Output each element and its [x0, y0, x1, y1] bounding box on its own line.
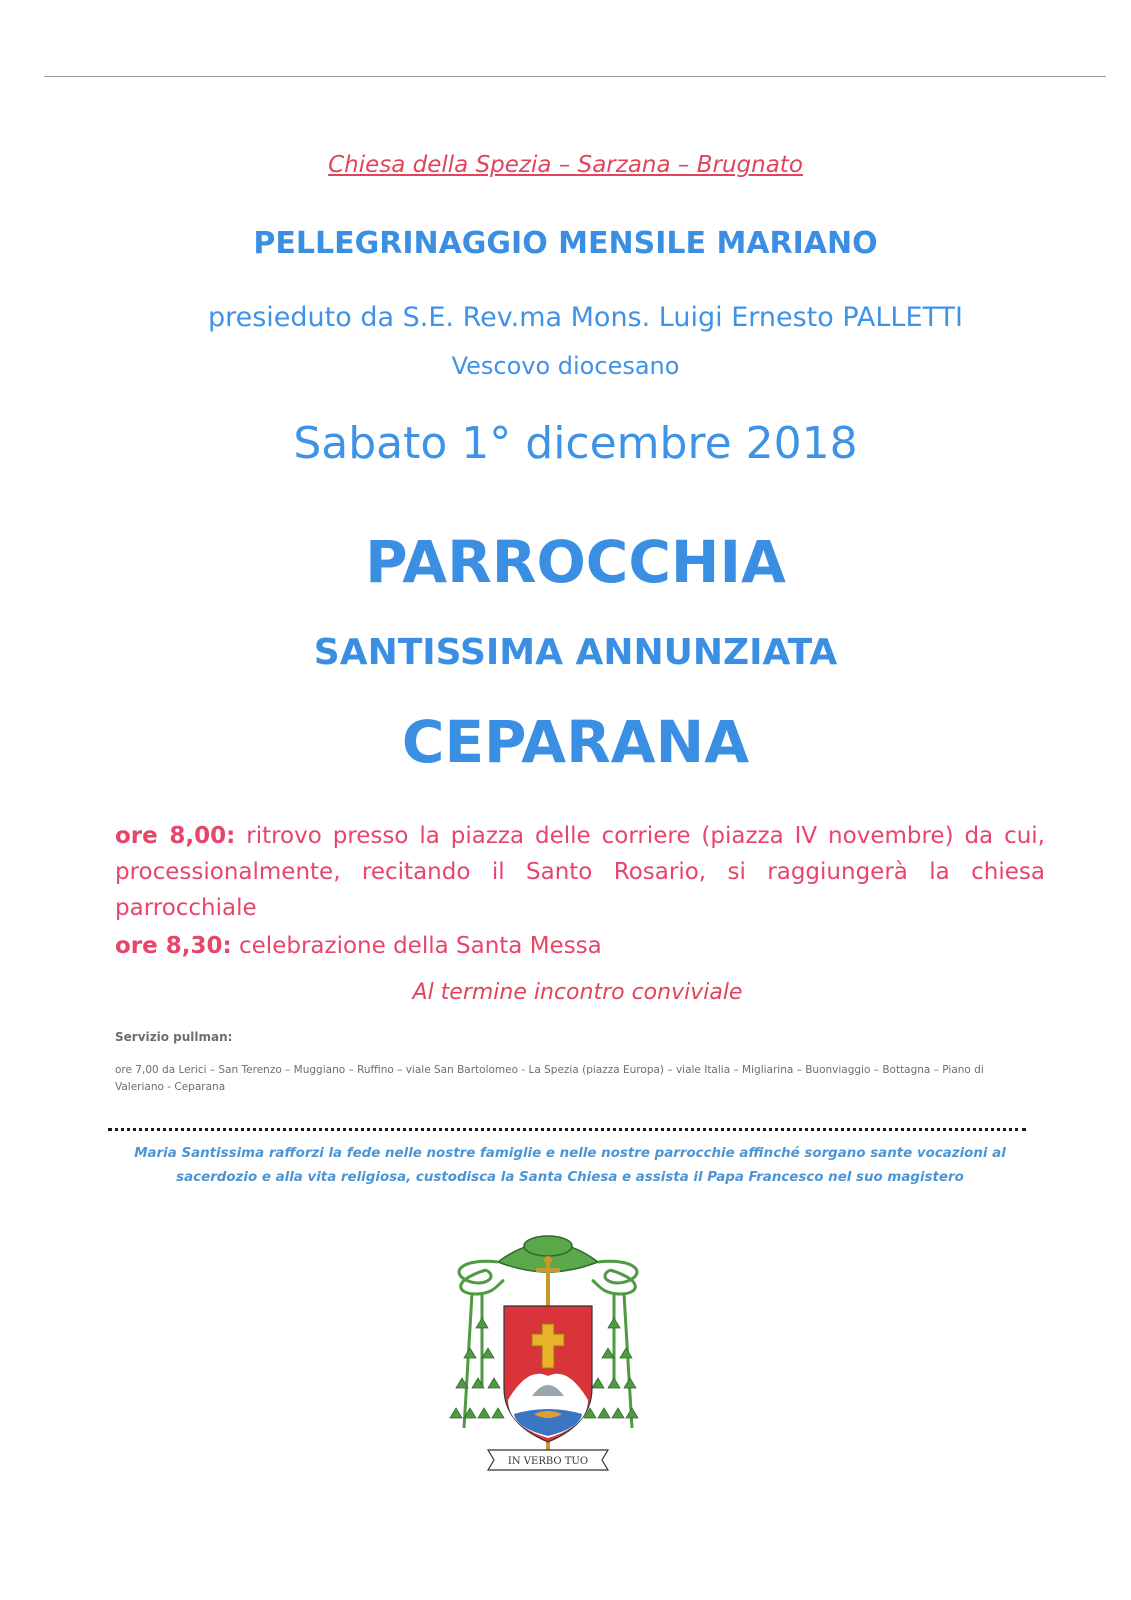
schedule-text: celebrazione della Santa Messa [239, 933, 602, 959]
diocese-name: Chiesa della Spezia – Sarzana – Brugnato [328, 152, 803, 178]
top-divider [44, 76, 1106, 77]
dotted-divider [108, 1128, 1026, 1131]
episcopal-coat-of-arms [442, 1228, 654, 1483]
schedule-text: ritrovo presso la piazza delle corriere (piazza IV novembre) da cui, processionalmente, recitando il Santo Rosario, si raggiungerà la chiesa parrocchiale [115, 823, 1045, 921]
prayer-text: Maria Santissima rafforzi la fede nelle nostre famiglie e nelle nostre parrocchie affinché sorgano sante vocazioni al sacerdozio e alla vita religiosa, custodisca la Santa Chiesa e assista il Papa Francesco nel suo magistero [134, 1146, 1006, 1185]
parish-heading: PARROCCHIA [365, 528, 786, 596]
schedule-time: ore 8,30: [115, 933, 232, 959]
parish-town: CEPARANA [401, 708, 750, 776]
presided-by: presieduto da S.E. Rev.ma Mons. Luigi Ernesto PALLETTI [207, 302, 963, 333]
event-date: Sabato 1° dicembre 2018 [293, 418, 858, 469]
bus-service-route: ore 7,00 da Lerici – San Terenzo – Muggiano – Ruffino – viale San Bartolomeo - La Spezia (piazza Europa) – viale Italia – Migliarina – Buonviaggio – Bottagna – Piano di Valeriano - Ceparana [115, 1064, 984, 1093]
event-title: PELLEGRINAGGIO MENSILE MARIANO [253, 226, 878, 261]
motto-scroll [488, 1450, 608, 1470]
schedule-item [115, 818, 1045, 926]
bishop-title: Vescovo diocesano [451, 352, 680, 380]
schedule-item [115, 928, 1045, 964]
bus-service-title: Servizio pullman: [115, 1030, 233, 1044]
shield-icon [504, 1306, 592, 1442]
tassels-left-icon [450, 1318, 504, 1418]
motto-text: IN VERBO TUO [507, 1456, 589, 1467]
parish-name: SANTISSIMA ANNUNZIATA [313, 632, 838, 673]
schedule-time: ore 8,00: [115, 823, 236, 849]
closing-note: Al termine incontro conviviale [412, 980, 743, 1005]
